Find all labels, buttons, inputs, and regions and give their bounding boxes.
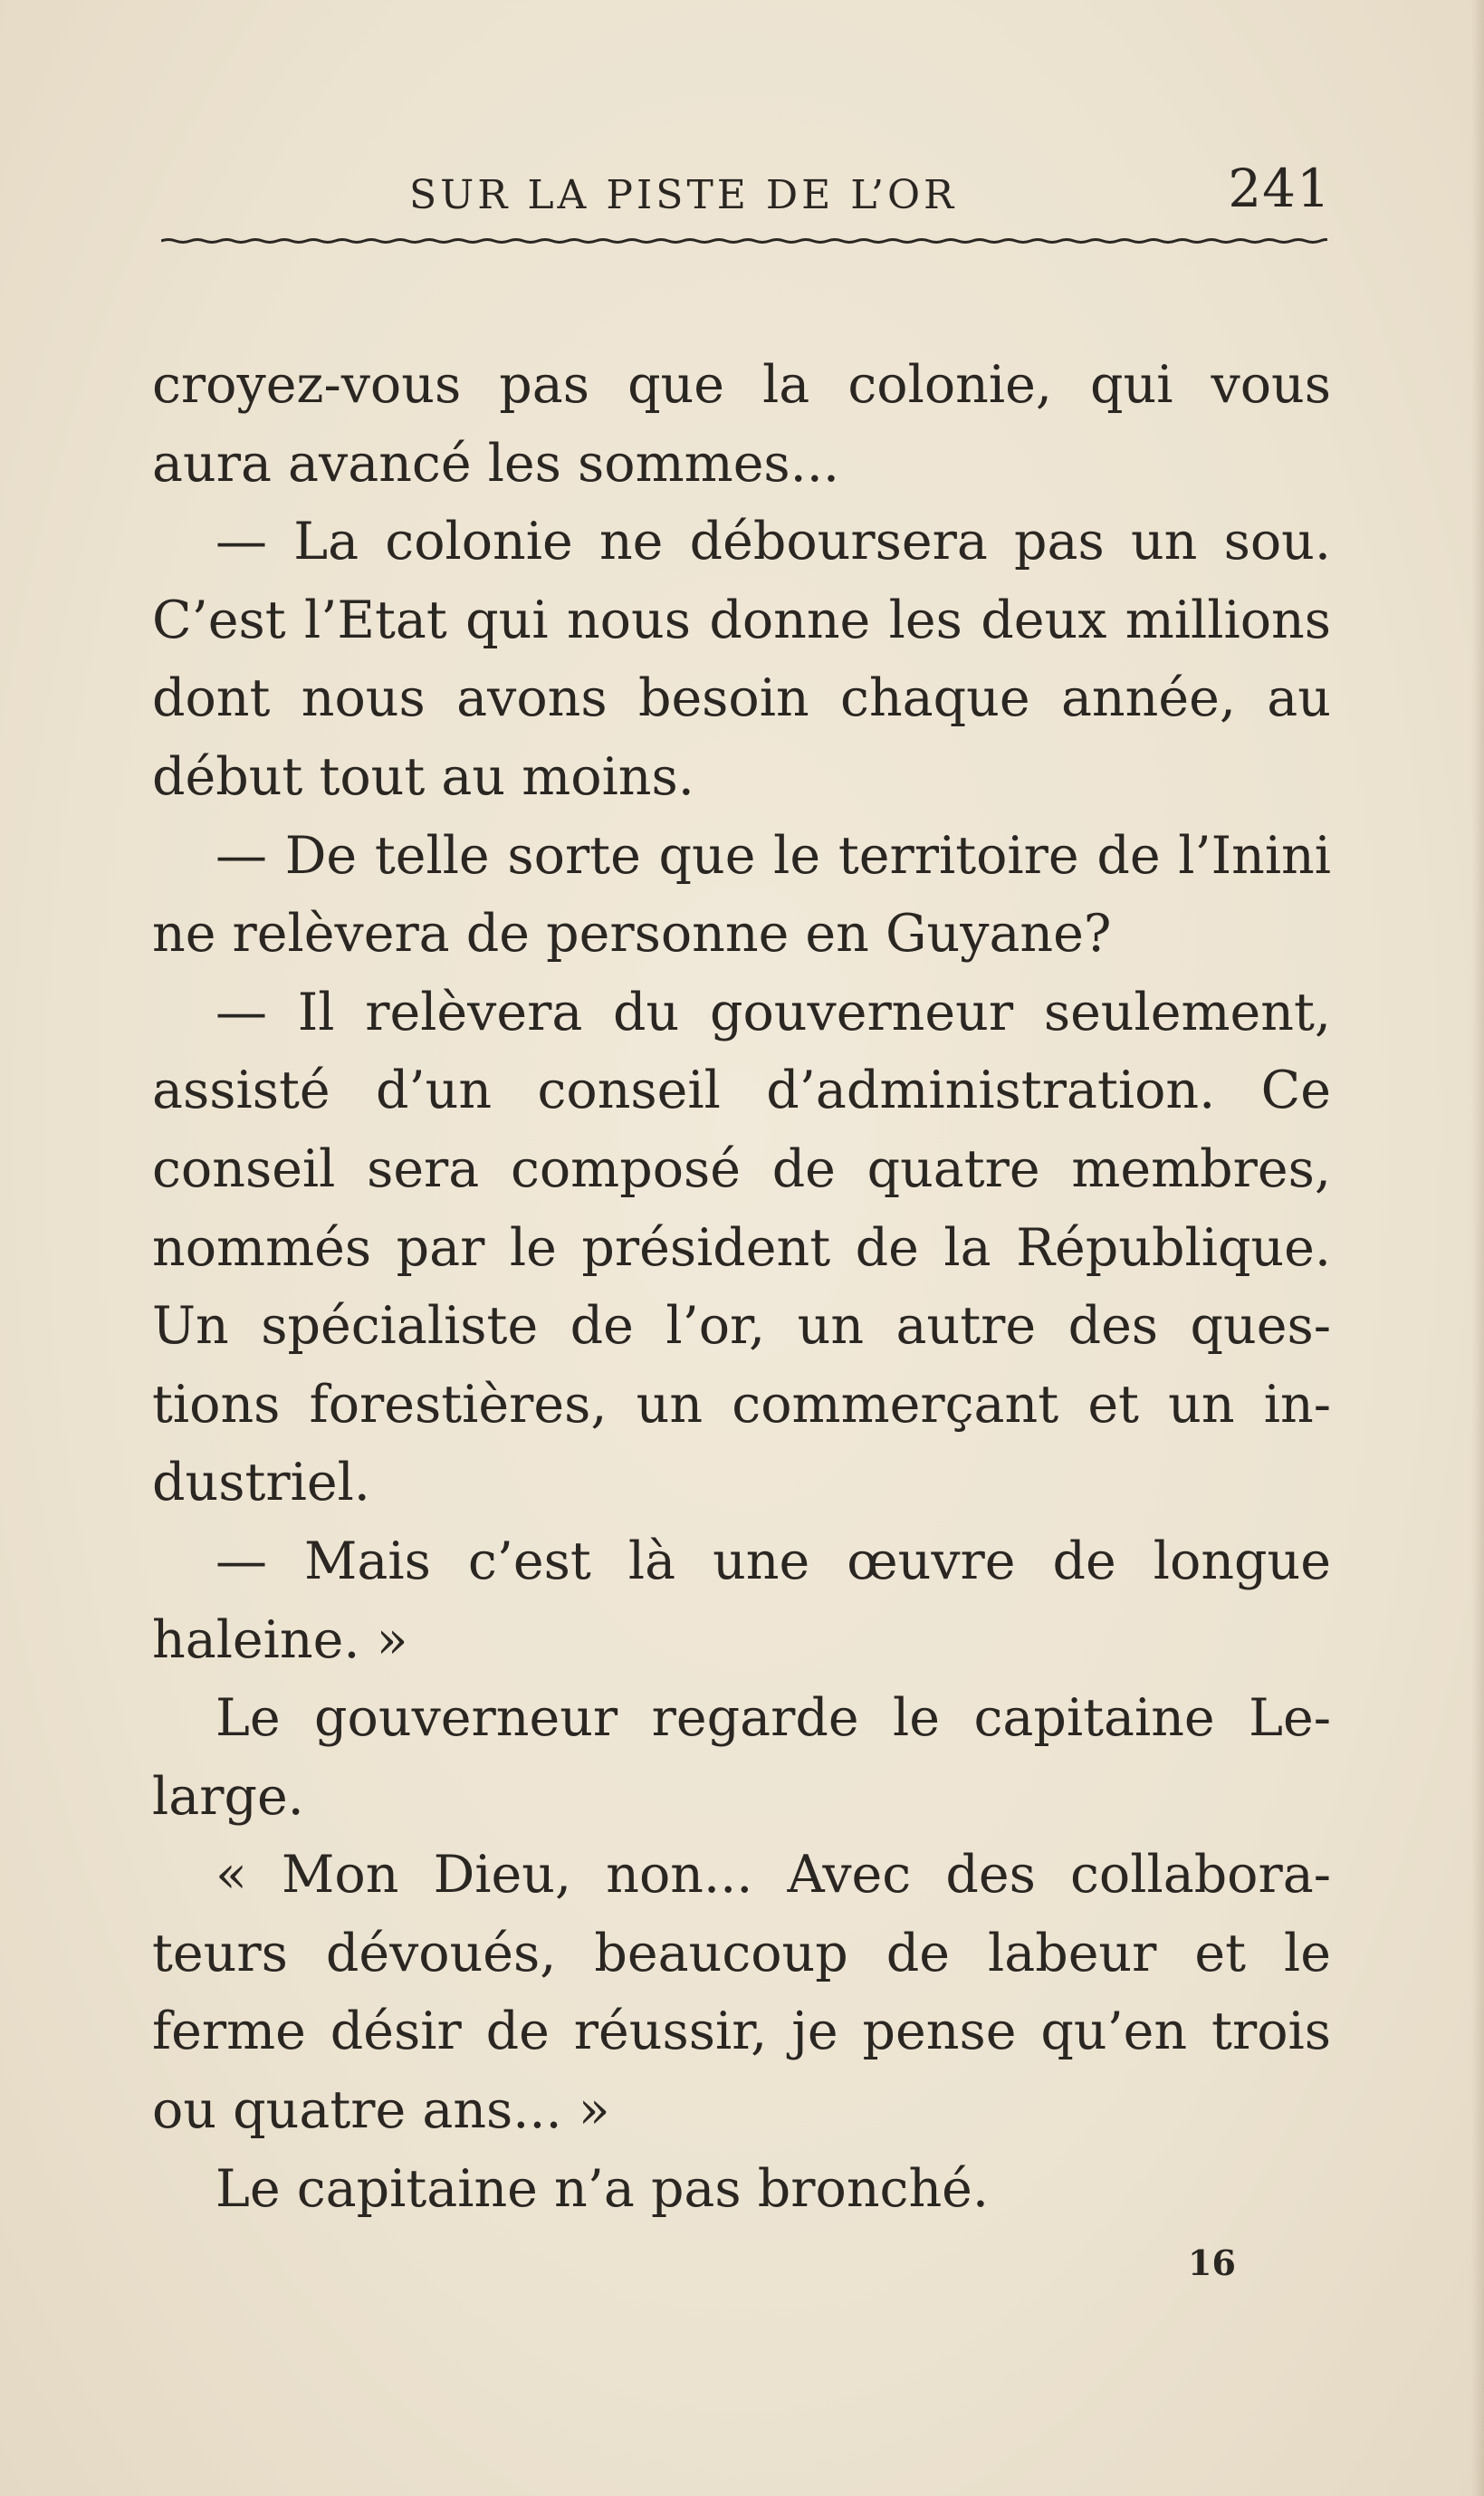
paragraph: Le gouverneur regarde le capitaine Lelarge. [152,1688,1331,1827]
header-rule [161,237,1327,245]
paragraph: — La colonie ne déboursera pas un sou. C’est l’Etat qui nous donne les deux millions dont nous avons besoin chaque année, au début tout au moins. [152,512,1331,807]
page-header [154,152,1331,225]
paragraph: Le capitaine n’a pas bronché. [215,2158,990,2219]
paragraph: croyez-vous pas que la colonie, qui vous aura avancé les sommes... [152,355,1331,494]
page-edge-shadow [1471,0,1484,2496]
paragraph: — Il relèvera du gouverneur seulement, assisté d’un conseil d’administration. Ce conseil sera composé de quatre membres, nommés par le président de la République. Un spécialiste de l’or, un autre des questions forestières, un commerçant et un industriel. [152,982,1331,1513]
paragraph: « Mon Dieu, non... Avec des collaborateurs dévoués, beaucoup de labeur et le ferme désir de réussir, je pense qu’en trois ou quatre ans... » [152,1845,1331,2141]
paragraph: — De telle sorte que le territoire de l’Inini ne relèvera de personne en Guyane? [152,825,1331,965]
running-title: SUR LA PISTE DE L’OR [409,172,958,218]
signature-mark: 16 [1188,2242,1236,2283]
page-number: 241 [1228,158,1331,219]
body-text [152,346,1331,2228]
paragraph: — Mais c’est là une œuvre de longue haleine. » [152,1531,1331,1670]
